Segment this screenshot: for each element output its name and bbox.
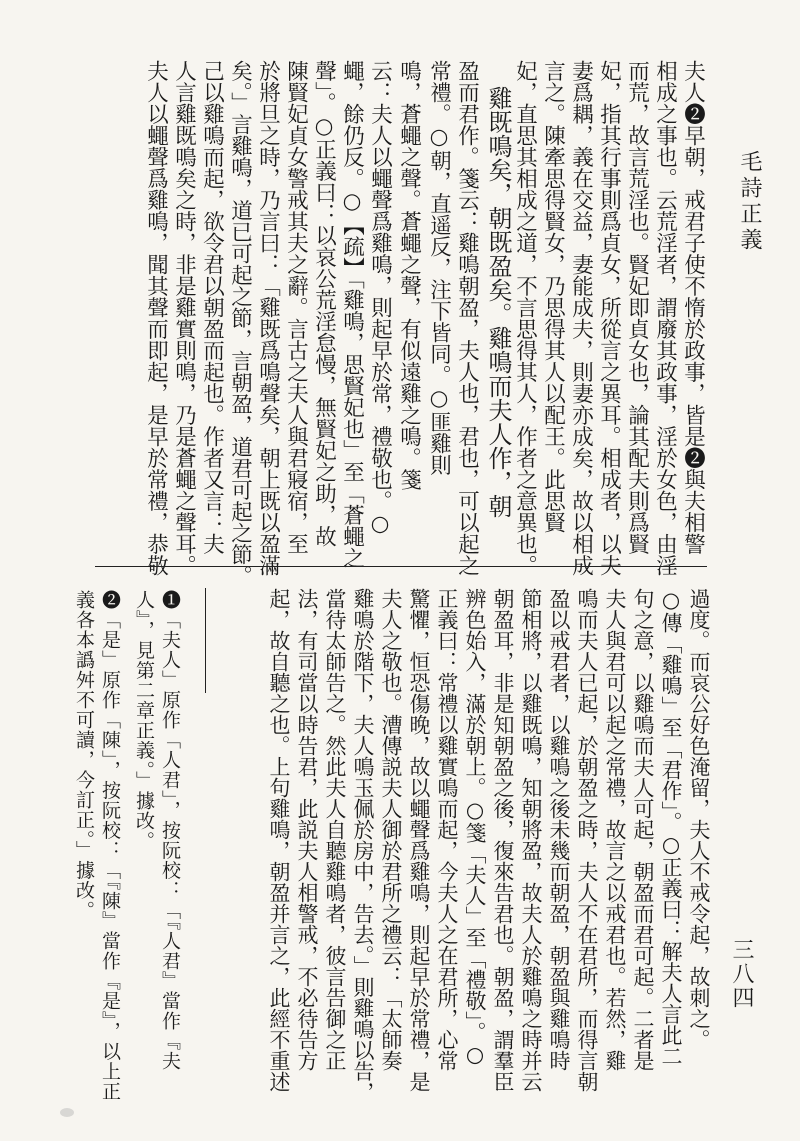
main-column-8: 雞既鳴矣，朝既盈矣。雞鳴而夫人作，朝 xyxy=(484,86,512,518)
lower-column-7: 節相將，以雞既鳴，知朝將盈，故夫人於雞鳴之時并云 xyxy=(519,588,543,1092)
main-column-17: 矣。」言雞鳴，道已可起之節，言朝盈，道君可起之節。 xyxy=(227,60,253,587)
main-column-1: 夫人❷早朝，戒君子使不惰於政事，皆是❷與夫相警 xyxy=(680,60,706,555)
lower-column-5: 鳴而夫人已起，於朝盈之時，夫人不在君所，而得言朝 xyxy=(575,588,599,1092)
lower-column-10: 正義曰：常禮以雞實鳴而起，今夫人之在君所，心常 xyxy=(435,588,459,1071)
main-column-3: 而荒，故言荒淫也。賢妃即貞女也，論其配夫則爲賢 xyxy=(624,60,650,555)
lower-column-2: ○傳「雞鳴」至「君作」。○正義曰：解夫人言此二 xyxy=(659,588,683,1067)
lower-column-4: 夫人與君可以起之常禮，故言之以戒君也。若然，雞 xyxy=(603,588,627,1071)
main-column-7: 妃，直思其相成之道，不言思得其人，作者之意異也。 xyxy=(512,60,538,576)
lower-column-13: 雞鳴於階下，夫人鳴玉佩於房中，告去。」則雞鳴以告， xyxy=(351,588,375,1103)
lower-column-11: 驚懼，恒恐傷晚，故以蠅聲爲雞鳴，則起早於常禮，是 xyxy=(407,588,431,1092)
main-column-13: 蠅，餘仍反。○【疏】「雞鳴，思賢妃也」至「蒼蠅之 xyxy=(339,60,365,569)
lower-column-3: 句之意，以雞鳴而夫人可起，朝盈而君可起。二者是 xyxy=(631,588,655,1071)
footnote-2-line-1: ❷「是」原作「陳」，按阮校：「『陳』當作『是』，以上正 xyxy=(99,590,121,1102)
lower-column-14: 當待太師告之。然此夫人自聽雞鳴者，彼言告御之正 xyxy=(323,588,347,1071)
main-column-9: 盈而君作。箋云：雞鳴朝盈，夫人也，君也，可以起之 xyxy=(454,60,480,576)
main-column-16: 於將旦之時，乃言曰：「雞既爲鳴聲矣，朝上既以盈滿 xyxy=(255,60,281,576)
lower-column-12: 夫人之敬也。漕傳説夫人御於君所之禮云：「太師奏 xyxy=(379,588,403,1071)
lower-column-15: 法，有司當以時告君，此説夫人相警戒，不必待告方 xyxy=(295,588,319,1071)
section-divider xyxy=(95,566,707,567)
lower-column-6: 盈以戒君者，以雞鳴之後未幾而朝盈，朝盈與雞鳴時 xyxy=(547,588,571,1071)
footnote-2-line-2: 義各本譌舛不可讀，今訂正。」據改。 xyxy=(73,590,95,921)
main-column-6: 言之。陳牽思得賢女，乃思得其人以配王。此思賢 xyxy=(540,60,566,533)
main-column-18: 己以雞鳴而起，欲令君以朝盈而起也。作者又言：夫 xyxy=(199,60,225,555)
lower-column-8: 朝盈耳，非是知朝盈之後，復來告君也。朝盈，謂羣臣 xyxy=(491,588,515,1092)
main-column-19: 人言雞既鳴矣之時，非是雞實則鳴，乃是蒼蠅之聲耳。 xyxy=(171,60,197,576)
main-column-20: 夫人以蠅聲爲雞鳴，聞其聲而即起，是早於常禮，恭敬 xyxy=(143,60,169,576)
notes-divider xyxy=(205,588,206,693)
lower-column-16: 起，故自聽之也。上句雞鳴，朝盈并言之，此經不重述 xyxy=(267,588,291,1092)
footnote-1-line-1: ❶「夫人」原作「人君」，按阮校：「『人君』當作『夫 xyxy=(159,590,181,1071)
main-column-12: 云：夫人以蠅聲爲雞鳴，則起早於常，禮敬也。○ xyxy=(367,60,393,537)
main-column-2: 相成之事也。云荒淫者，謂廢其政事，淫於女色，由淫 xyxy=(652,60,678,576)
main-column-11: 鳴，蒼蠅之聲。蒼蠅之聲，有似遠雞之鳴。箋 xyxy=(396,60,422,490)
lower-column-9: 辨色始入，滿於朝上。○箋「夫人」至「禮敬」。○ xyxy=(463,588,487,1067)
lower-column-1: 過度。而哀公好色淹留，夫人不戒令起，故刺之。 xyxy=(687,588,711,1050)
main-column-10: 常禮。○朝，直遥反，注下皆同。○匪雞則 xyxy=(426,60,452,476)
main-column-4: 妃，指其行事則爲貞女，所從言之異耳。相成者，以夫 xyxy=(596,60,622,576)
main-column-14: 聲」。○正義曰：以哀公荒淫怠慢，無賢妃之助，故 xyxy=(311,60,337,548)
page-number: 三八四 xyxy=(729,938,754,1010)
main-column-15: 陳賢妃貞女警戒其夫之辭。言古之夫人與君寢宿，至 xyxy=(283,60,309,555)
print-smudge xyxy=(60,1108,74,1117)
footnote-1-line-2: 人』，見第二章正義。」據改。 xyxy=(133,590,155,851)
running-head: 毛詩正義 xyxy=(737,150,762,254)
main-column-5: 妻爲耦，義在交益，妻能成夫，則妻亦成矣，故以相成 xyxy=(568,60,594,576)
